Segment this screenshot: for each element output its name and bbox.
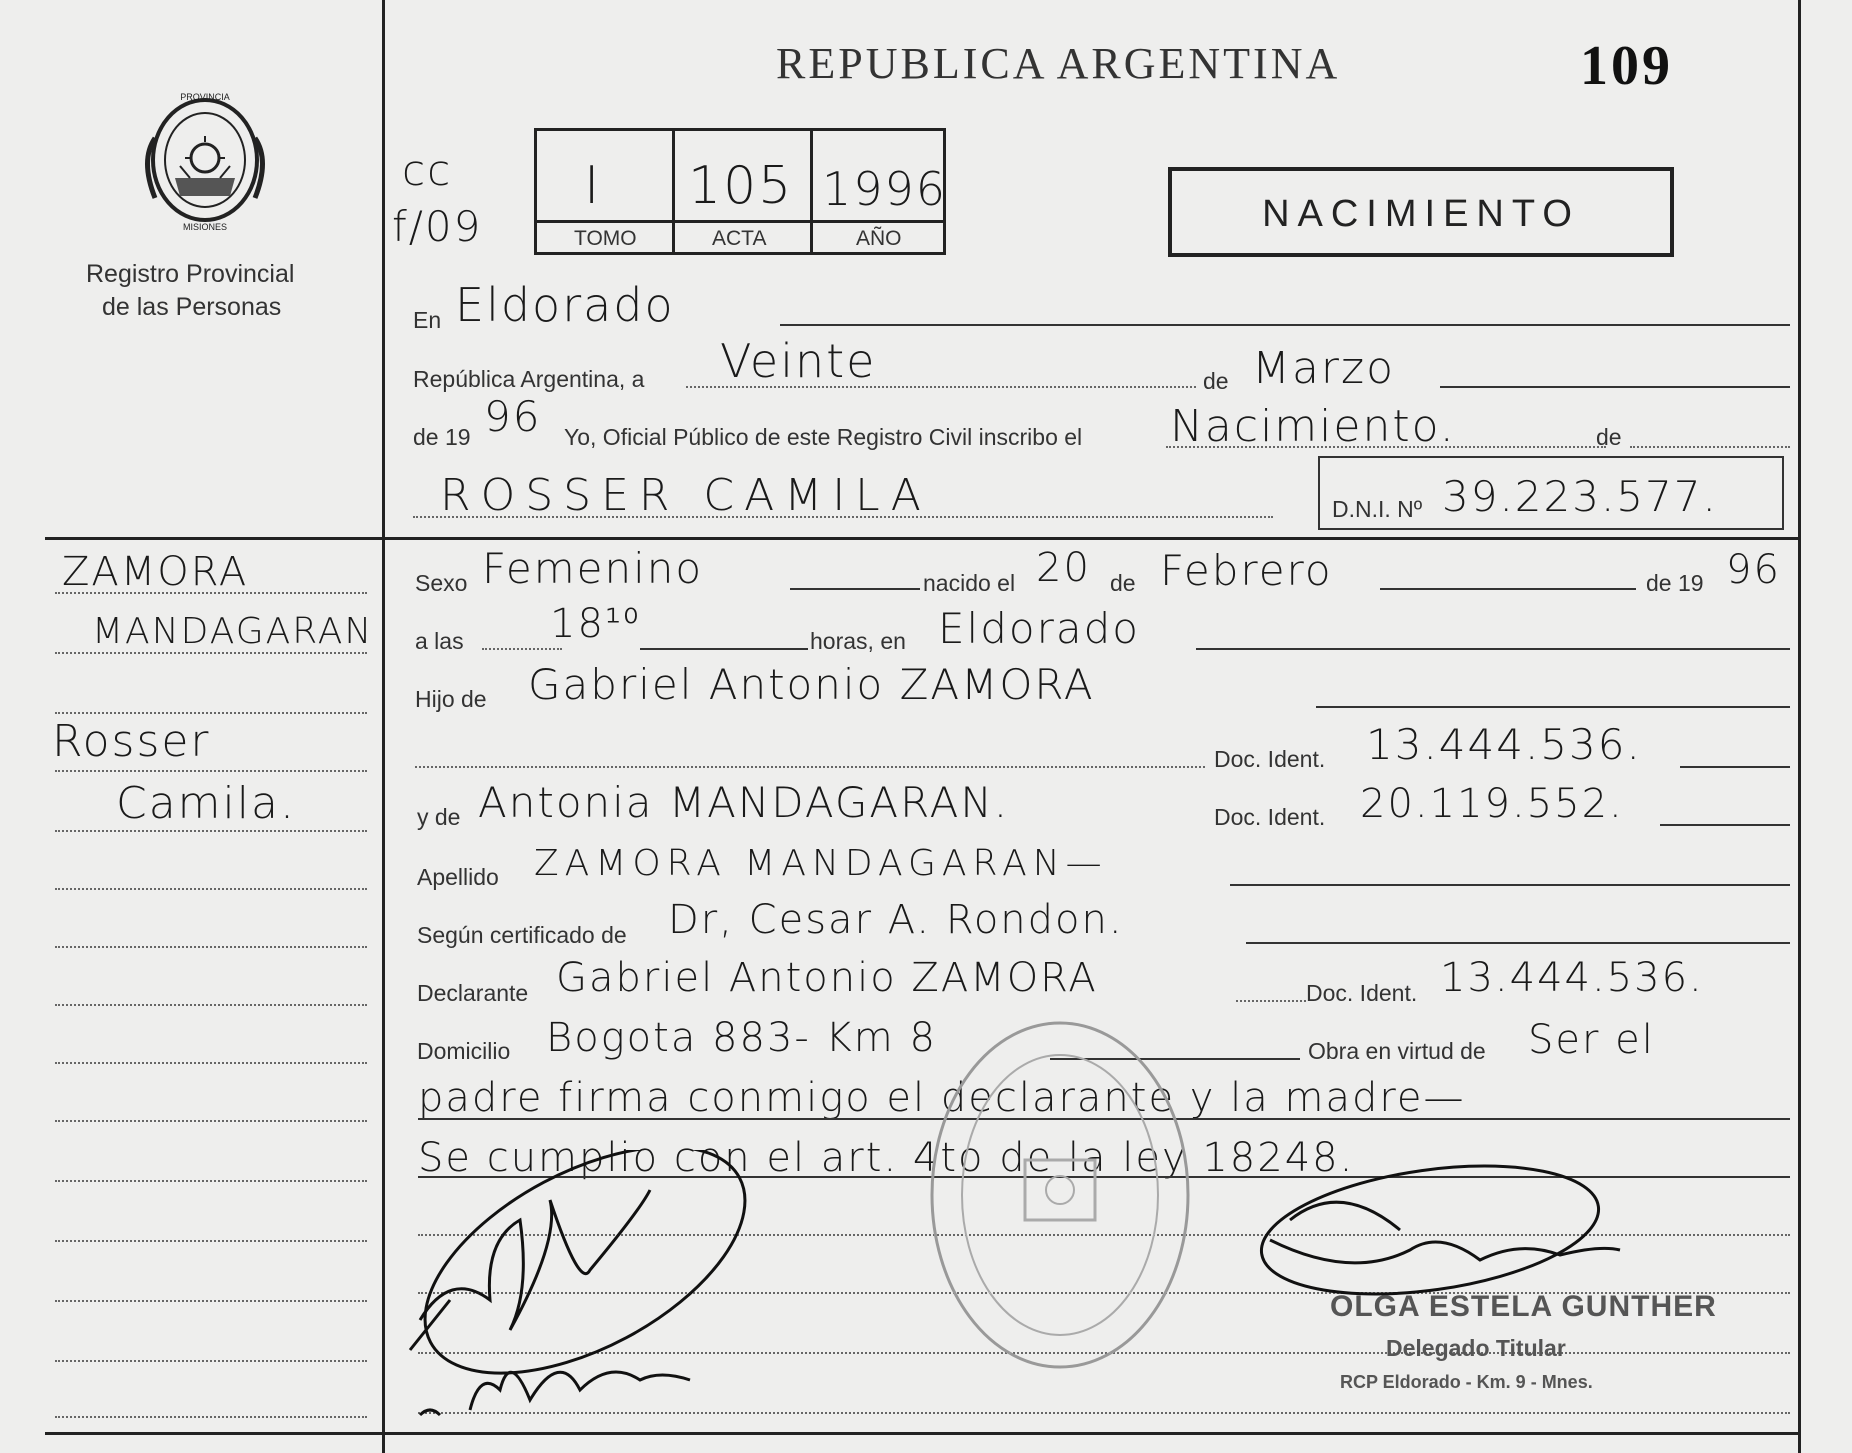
- registry-line-2: de las Personas: [102, 293, 282, 321]
- obra-label: Obra en virtud de: [1308, 1038, 1486, 1064]
- margin-line-1: ZAMORA: [62, 549, 249, 595]
- father-doc: 13.444.536.: [1366, 720, 1642, 769]
- declarante-doc: 13.444.536.: [1440, 955, 1704, 1001]
- obra-value: Ser el: [1528, 1017, 1655, 1063]
- sexo-value: Femenino: [482, 544, 704, 593]
- month-value: Marzo: [1252, 343, 1396, 394]
- segun-label: Según certificado de: [417, 922, 627, 948]
- de-label-1: de: [1203, 368, 1229, 394]
- segun-value: Dr, Cesar A. Rondon.: [668, 897, 1124, 943]
- doc-ident-label-2: Doc. Ident.: [1214, 804, 1326, 830]
- birth-place: Eldorado: [938, 604, 1140, 653]
- declarante-label: Declarante: [417, 980, 529, 1006]
- de19-label: de 19: [413, 424, 471, 450]
- seal-text-bottom: MISIONES: [182, 222, 228, 232]
- section-divider: [45, 537, 1801, 540]
- acta-value: 105: [688, 156, 794, 216]
- nacido-label: nacido el: [923, 570, 1016, 596]
- en-label: En: [413, 307, 442, 333]
- registry-line-1: Registro Provincial: [86, 260, 295, 288]
- registry-stamp-seal-icon: [920, 1010, 1200, 1380]
- apellido-value: ZAMORA MANDAGARAN—: [534, 843, 1108, 884]
- dni-label: D.N.I. Nº: [1332, 496, 1423, 522]
- birth-month: Febrero: [1160, 546, 1333, 595]
- dni-value: 39.223.577.: [1442, 472, 1718, 521]
- page-number: 109: [1580, 35, 1673, 97]
- domicilio-value: Bogota 883- Km 8: [546, 1015, 937, 1061]
- left-column-divider: [382, 0, 385, 1453]
- note-line-2: Se cumplio con el art. 4to de la ley 18248.: [418, 1135, 1355, 1181]
- year-value: 96: [484, 392, 542, 441]
- anio-value: 1996: [822, 162, 948, 216]
- bottom-border: [45, 1432, 1801, 1435]
- alas-label: a las: [415, 628, 464, 654]
- yde-label: y de: [417, 804, 461, 830]
- seal-text-top: PROVINCIA: [180, 92, 230, 102]
- margin-line-4: Camila.: [116, 778, 296, 829]
- domicilio-label: Domicilio: [417, 1038, 511, 1064]
- anio-label: AÑO: [856, 227, 902, 250]
- day-value: Veinte: [720, 334, 877, 388]
- country-title: REPUBLICA ARGENTINA: [776, 39, 1341, 88]
- margin-note-f09: f/09: [392, 202, 483, 251]
- de19-label-2: de 19: [1646, 570, 1704, 596]
- stamp-office: RCP Eldorado - Km. 9 - Mnes.: [1340, 1372, 1593, 1392]
- horas-label: horas, en: [810, 628, 906, 654]
- birth-year: 96: [1726, 547, 1781, 593]
- tomo-label: TOMO: [574, 227, 637, 250]
- apellido-label: Apellido: [417, 864, 499, 890]
- name-value: ROSSER CAMILA: [440, 470, 931, 521]
- doc-ident-label-3: Doc. Ident.: [1306, 980, 1418, 1006]
- margin-line-2: MANDAGARAN: [92, 611, 374, 652]
- tomo-value: I: [584, 156, 602, 216]
- right-border: [1798, 0, 1801, 1453]
- de-label-3: de: [1110, 570, 1136, 596]
- republica-label: República Argentina, a: [413, 366, 645, 392]
- acta-label: ACTA: [712, 227, 767, 250]
- margin-note-cc: cc: [402, 146, 453, 195]
- left-signature-icon: [390, 1150, 810, 1440]
- father-name: Gabriel Antonio ZAMORA: [528, 660, 1095, 709]
- mother-name: Antonia MANDAGARAN.: [478, 778, 1010, 827]
- yo-text: Yo, Oficial Público de este Registro Civil inscribo el: [564, 424, 1083, 450]
- en-value: Eldorado: [455, 278, 675, 332]
- birth-day: 20: [1036, 545, 1091, 591]
- stamp-name: OLGA ESTELA GUNTHER: [1330, 1290, 1717, 1323]
- doc-ident-label-1: Doc. Ident.: [1214, 746, 1326, 772]
- mother-doc: 20.119.552.: [1360, 781, 1624, 827]
- margin-line-3: Rosser: [52, 716, 211, 767]
- stamp-title: Delegado Titular: [1386, 1335, 1566, 1361]
- acto-value: Nacimiento.: [1170, 401, 1456, 452]
- doc-type: NACIMIENTO: [1262, 193, 1580, 235]
- note-line-1: padre firma conmigo el declarante y la madre—: [418, 1075, 1466, 1121]
- hijo-label: Hijo de: [415, 686, 487, 712]
- de-label-2: de: [1596, 424, 1622, 450]
- hour-value: 18¹⁰: [550, 601, 641, 647]
- misiones-seal-icon: [130, 78, 280, 238]
- sexo-label: Sexo: [415, 570, 468, 596]
- declarante-value: Gabriel Antonio ZAMORA: [556, 955, 1098, 1001]
